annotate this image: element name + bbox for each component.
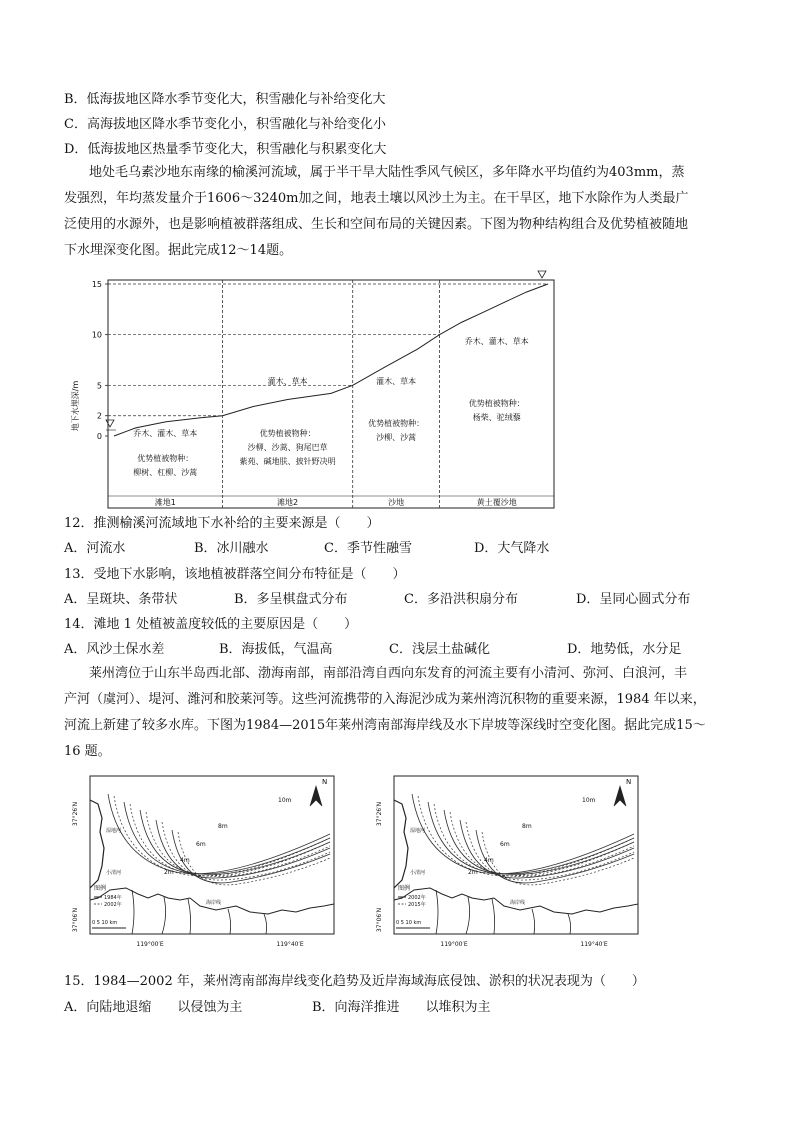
- legend-title: 图例: [398, 885, 411, 892]
- y-tick-label: 5: [96, 381, 102, 391]
- zone-plants: 灌木、草本: [267, 377, 308, 386]
- passage-1-line-1: 地处毛乌素沙地东南缘的榆溪河流域，属于半干旱大陆性季风气候区，多年降水平均值约为403mm，蒸: [89, 165, 685, 180]
- zone-dominant-title: 优势植被物种：: [368, 419, 425, 428]
- q12-option-d[interactable]: D．大气降水: [474, 541, 550, 556]
- lat-label-top: 37°26′N: [376, 801, 383, 827]
- north-label: N: [322, 778, 328, 786]
- q14-option-a[interactable]: A．风沙土保水差: [64, 642, 165, 657]
- passage-1-line-4: 下水埋深变化图。据此完成12～14题。: [64, 243, 293, 258]
- zone-dominant-title: 优势植被物种：: [468, 399, 525, 408]
- zone-2: [368, 376, 424, 507]
- passage-2-line-1: 莱州湾位于山东半岛西北部、渤海南部，南部沿湾自西向东发育的河流主要有小清河、弥河、白浪河，丰: [89, 666, 688, 681]
- zone-dominant-species: 沙柳、沙蒿、狗尾巴草: [247, 443, 328, 452]
- passage-2-line-2: 产河（虞河）、堤河、潍河和胶莱河等。这些河流携带的入海泥沙成为莱州湾沉积物的重要来源，1984 年以来，: [64, 692, 706, 707]
- legend-item-2: 2002年: [104, 902, 122, 908]
- lon-label-1: 119°00′E: [136, 941, 164, 948]
- north-label: N: [626, 778, 632, 786]
- legend-item-1: 1984年: [104, 895, 122, 901]
- zone-dominant-species: 柳树、杠柳、沙蒿: [133, 468, 198, 477]
- q13-option-b[interactable]: B．多呈棋盘式分布: [234, 592, 348, 607]
- q13-option-c[interactable]: C．多沿洪积扇分布: [404, 592, 518, 607]
- y-axis-label: 地下水埋深/m: [71, 380, 80, 432]
- depth-label-2m: 2m: [468, 869, 478, 876]
- shoreline-label: 海岸线: [510, 900, 526, 906]
- q14-options: [64, 640, 744, 660]
- q12-option-c[interactable]: C．季节性融雪: [324, 541, 412, 556]
- zone-dominant-title: 优势植被物种：: [137, 454, 194, 463]
- q14-option-c[interactable]: C．浅层土盐碱化: [389, 642, 490, 657]
- passage-2-line-3: 河流上新建了较多水库。下图为1984—2015年莱州湾南部海岸线及水下岸坡等深线时空变化图。据此完成15～: [64, 718, 706, 733]
- depth-label-8m: 8m: [522, 823, 532, 830]
- zone-name: 沙地: [388, 498, 405, 507]
- scale-label: 0 5 10 km: [92, 920, 118, 926]
- scale-label: 0 5 10 km: [396, 920, 422, 926]
- depth-label-6m: 6m: [196, 841, 206, 848]
- zone-dominant-species: 沙柳、沙蒿: [376, 433, 417, 442]
- depth-label-8m: 8m: [218, 823, 228, 830]
- lat-label-top: 37°26′N: [72, 801, 79, 827]
- depth-label-6m: 6m: [500, 841, 510, 848]
- label-xiaoqing-river: 小清河: [410, 870, 426, 876]
- lon-label-1: 119°00′E: [440, 941, 468, 948]
- y-tick-label: 2: [96, 411, 102, 421]
- prev-option-d: D．低海拔地区热量季节变化大，积雪融化与积累变化大: [64, 142, 387, 157]
- q12-stem: 12．推测榆溪河流域地下水补给的主要来源是（ ）: [64, 516, 380, 531]
- zone-name: 滩地2: [277, 498, 299, 507]
- lon-label-2: 119°40′E: [276, 941, 304, 948]
- label-xiaoqing-river: 小清河: [106, 870, 122, 876]
- laizhou-bay-map-1984-2002: [68, 770, 340, 952]
- water-table-symbol-right: [538, 271, 546, 278]
- legend-title: 图例: [94, 885, 107, 892]
- q12-option-a[interactable]: A．河流水: [64, 541, 126, 556]
- zone-dominant-species: 杨柴、驼绒藜: [472, 413, 521, 422]
- zone-dominant-species-2: 紫苑、碱地肤、披针野决明: [239, 457, 336, 466]
- q15-option-a[interactable]: A．向陆地退缩 以侵蚀为主: [64, 1000, 243, 1015]
- passage-2-line-4: 16 题。: [64, 744, 111, 759]
- y-tick-label: 0: [96, 432, 102, 441]
- q14-option-b[interactable]: B．海拔低，气温高: [219, 642, 333, 657]
- label-west-river: 湿地河: [410, 828, 426, 834]
- zone-plants: 灌木、草本: [376, 377, 417, 386]
- lat-label-bottom: 37°06′N: [376, 907, 383, 933]
- prev-option-b: B．低海拔地区降水季节变化大，积雪融化与补给变化大: [64, 92, 386, 107]
- q15-options: [64, 998, 744, 1018]
- depth-label-4m: 4m: [180, 857, 190, 864]
- q12-options: [64, 539, 744, 559]
- zone-1: [240, 376, 336, 507]
- zone-name: 黄土覆沙地: [476, 498, 517, 507]
- zone-name: 滩地1: [154, 498, 176, 507]
- q12-option-b[interactable]: B．冰川融水: [194, 541, 269, 556]
- q13-option-a[interactable]: A．呈斑块、条带状: [64, 592, 178, 607]
- zone-plants: 乔木、灌木、草本: [464, 337, 529, 346]
- q13-stem: 13．受地下水影响，该地植被群落空间分布特征是（ ）: [64, 567, 406, 582]
- depth-label-10m: 10m: [278, 797, 292, 804]
- q13-option-d[interactable]: D．呈同心圆式分布: [576, 592, 691, 607]
- depth-label-10m: 10m: [582, 797, 596, 804]
- depth-label-4m: 4m: [484, 857, 494, 864]
- q15-stem: 15．1984—2002 年，莱州湾南部海岸线变化趋势及近岸海域海底侵蚀、淤积的状况表现为（ ）: [64, 974, 645, 989]
- q15-option-b[interactable]: B．向海洋推进 以堆积为主: [312, 1000, 491, 1015]
- groundwater-depth-chart: [64, 266, 564, 516]
- shoreline-label: 海岸线: [206, 900, 222, 906]
- legend-item-1: 2002年: [408, 895, 426, 901]
- passage-1-line-3: 泛使用的水源外，也是影响植被群落组成、生长和空间布局的关键因素。下图为物种结构组合及优势植被随地: [64, 217, 689, 232]
- y-tick-label: 15: [91, 280, 102, 289]
- zone-0: [133, 428, 197, 507]
- lon-label-2: 119°40′E: [580, 941, 608, 948]
- q14-option-d[interactable]: D．地势低，水分足: [567, 642, 682, 657]
- lat-label-bottom: 37°06′N: [72, 907, 79, 933]
- zone-dominant-title: 优势植被物种：: [259, 429, 316, 438]
- q14-stem: 14．滩地 1 处植被盖度较低的主要原因是（ ）: [64, 617, 358, 632]
- laizhou-bay-map-2002-2015: [372, 770, 644, 952]
- depth-label-2m: 2m: [164, 869, 174, 876]
- legend-item-2: 2015年: [408, 902, 426, 908]
- zone-3: [465, 336, 529, 507]
- passage-1-line-2: 发强烈，年均蒸发量介于1606～3240m加之间，地表土壤以风沙土为主。在干旱区，地下水除作为人类最广: [64, 191, 689, 206]
- prev-option-c: C．高海拔地区降水季节变化小，积雪融化与补给变化小: [64, 117, 386, 132]
- y-tick-label: 10: [91, 330, 102, 340]
- label-west-river: 湿地河: [106, 828, 122, 834]
- q13-options: [64, 590, 744, 610]
- zone-plants: 乔木、灌木、草本: [133, 429, 198, 438]
